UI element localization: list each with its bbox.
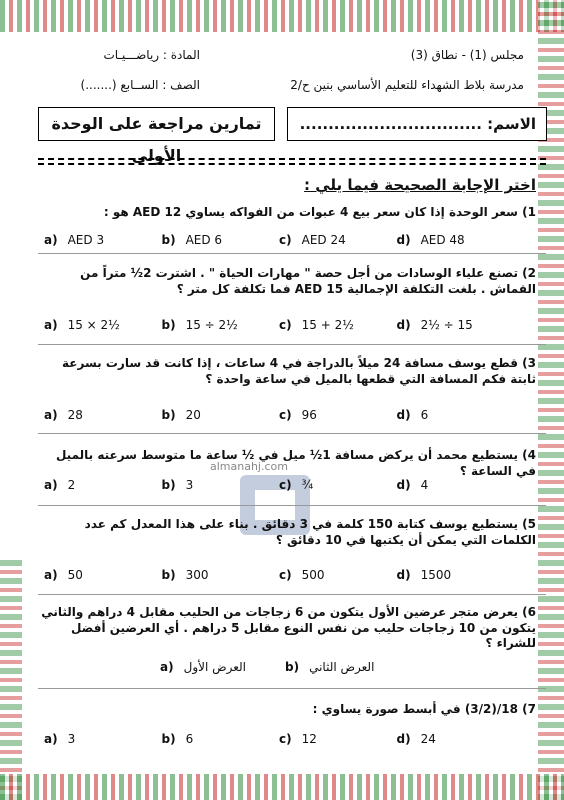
- option[interactable]: c) 96: [279, 408, 317, 422]
- option[interactable]: d) 6: [396, 408, 429, 422]
- divider: [38, 344, 546, 345]
- council-label: مجلس (1) - نطاق (3): [410, 48, 524, 62]
- option[interactable]: a) 3: [44, 732, 76, 746]
- option[interactable]: d) 2½ ÷ 15: [396, 318, 473, 332]
- option[interactable]: c) 15 + 2½: [279, 318, 354, 332]
- options-2: [44, 318, 514, 332]
- divider: [38, 594, 546, 595]
- subject-label: المادة : رياضـــيـات: [103, 48, 200, 62]
- option[interactable]: d) 4: [396, 478, 429, 492]
- option[interactable]: b) AED 6: [161, 233, 223, 247]
- question-5: 5) يستطيع يوسف كتابة 150 كلمة في 3 دقائق . بناء على هذا المعدل كم عدد الكلمات التي يمكن أن يكتبها في 10 دقائق ؟: [84, 517, 536, 547]
- divider: [38, 163, 546, 165]
- option[interactable]: b) العرض الثاني: [285, 660, 375, 674]
- page-title: تمارين مراجعة على الوحدة الأولى: [51, 114, 262, 165]
- title-box: [38, 107, 275, 165]
- option[interactable]: a) 50: [44, 568, 83, 582]
- question-4: 4) يستطيع محمد أن يركض مسافة 1½ ميل في ½ ساعة ما متوسط سرعته بالميل في الساعة ؟: [55, 448, 536, 478]
- option[interactable]: a) العرض الأول: [160, 660, 247, 674]
- option[interactable]: c) ¾: [279, 478, 314, 492]
- question-7: 7) 18/(3/2) في أبسط صورة يساوي :: [312, 702, 536, 716]
- options-5: [44, 568, 514, 582]
- option[interactable]: c) AED 24: [279, 233, 346, 247]
- option[interactable]: b) 15 ÷ 2½: [161, 318, 238, 332]
- options-1: [44, 233, 514, 247]
- option[interactable]: b) 300: [161, 568, 209, 582]
- decorative-border-bottom: [0, 774, 564, 800]
- option[interactable]: a) 15 × 2½: [44, 318, 120, 332]
- name-field[interactable]: الاسم: ................................: [299, 115, 536, 133]
- options-3: [44, 408, 514, 422]
- divider: [38, 433, 546, 434]
- option[interactable]: b) 3: [161, 478, 194, 492]
- options-7: [44, 732, 514, 746]
- question-6: 6) يعرض متجر عرضين الأول يتكون من 6 زجاجات من الحليب مقابل 4 دراهم والثاني يتكون من 10 زجاجات حليب من نفس النوع مقابل 5 دراهم . أي العرضين أفضل للشراء ؟: [41, 605, 536, 651]
- option[interactable]: b) 6: [161, 732, 194, 746]
- divider: [38, 158, 546, 160]
- options-4: [44, 478, 514, 492]
- watermark-text: almanahj.com: [210, 460, 288, 473]
- option[interactable]: c) 12: [279, 732, 317, 746]
- name-box[interactable]: [287, 107, 547, 141]
- school-label: مدرسة بلاط الشهداء للتعليم الأساسي بنين ح/2: [290, 78, 524, 92]
- question-1: 1) سعر الوحدة إذا كان سعر بيع 4 عبوات من الفواكه يساوي AED 12 هو :: [103, 205, 536, 219]
- instruction-heading: اختر الإجابة الصحيحة فيما يلي :: [304, 176, 536, 194]
- divider: [38, 505, 546, 506]
- option[interactable]: c) 500: [279, 568, 325, 582]
- option[interactable]: d) 1500: [396, 568, 452, 582]
- question-3: 3) قطع يوسف مسافة 24 ميلاً بالدراجة في 4 ساعات ، إذا كانت قد سارت بسرعة ثابتة فكم المسافة التي قطعها بالميل في ساعة واحدة ؟: [62, 356, 536, 386]
- option[interactable]: d) AED 48: [396, 233, 465, 247]
- decorative-border-top: [0, 0, 564, 32]
- divider: [38, 688, 546, 689]
- option[interactable]: a) AED 3: [44, 233, 105, 247]
- option[interactable]: a) 2: [44, 478, 76, 492]
- option[interactable]: a) 28: [44, 408, 83, 422]
- grade-label: الصف : الســابع (.......): [80, 78, 200, 92]
- option[interactable]: b) 20: [161, 408, 201, 422]
- options-6: [160, 660, 410, 674]
- question-2: 2) تصنع علياء الوسادات من أجل حصة " مهارات الحياة " . اشترت 2½ متراً من القماش . بلغت التكلفة الإجمالية AED 15 فما تكلفة كل متر ؟: [80, 266, 536, 296]
- divider: [38, 253, 546, 254]
- option[interactable]: d) 24: [396, 732, 436, 746]
- decorative-border-left: [0, 560, 22, 800]
